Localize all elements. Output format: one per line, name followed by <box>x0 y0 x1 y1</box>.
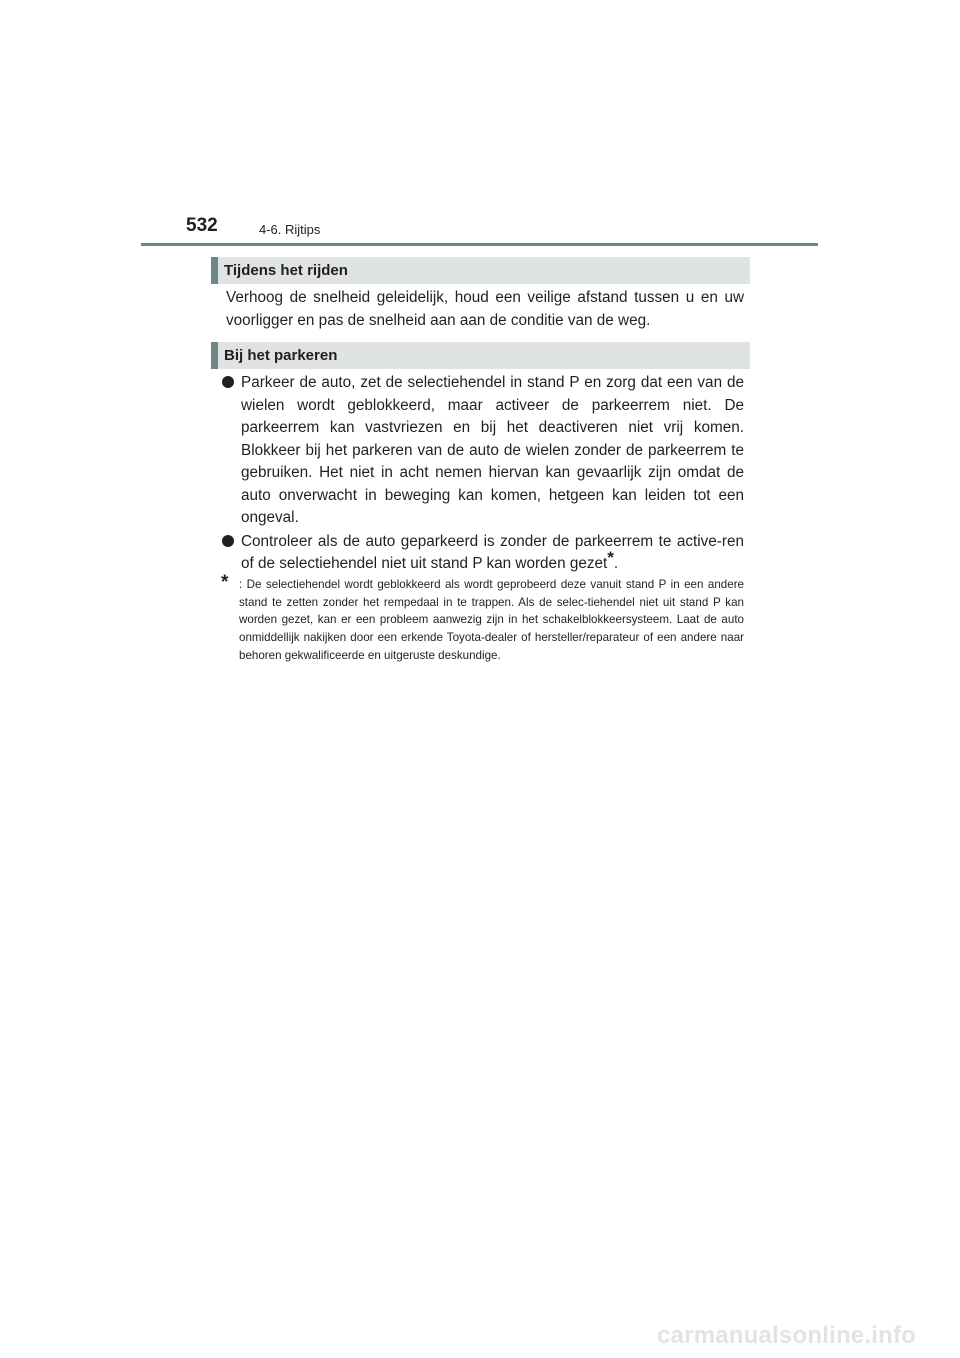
section-title: Bij het parkeren <box>224 347 338 364</box>
section-label: 4-6. Rijtips <box>259 222 321 237</box>
list-item <box>222 372 744 530</box>
footnote-reference: * <box>607 548 614 567</box>
section-heading-driving <box>211 257 750 284</box>
driving-paragraph: Verhoog de snelheid geleidelijk, houd een veilige afstand tussen u en uw voorligger en pas de snelheid aan aan de conditie van de weg. <box>226 289 744 329</box>
footnote-marker: * <box>221 572 229 593</box>
bullet-dot-icon <box>222 535 234 547</box>
section-heading-parking <box>211 342 750 369</box>
footnote-text: : De selectiehendel wordt geblokkeerd als wordt geprobeerd deze vanuit stand P in een andere stand te zetten zonder het rempedaal in te trappen. Als de selec-tiehendel niet uit stand P kan worden gezet, kan er een probleem aanwezig zijn in het schakelblokkeersysteem. Laat de auto onmiddellijk nakijken door een erkende Toyota-dealer of hersteller/reparateur of een andere naar behoren gekwalificeerde en uitgeruste deskundige. <box>239 578 744 662</box>
watermark: carmanualsonline.info <box>657 1322 916 1349</box>
bullet-dot-icon <box>222 376 234 388</box>
parking-bullet-list <box>222 372 744 577</box>
bullet-text: Controleer als de auto geparkeerd is zonder de parkeerrem te active-ren of de selectiehendel niet uit stand P kan worden gezet <box>241 532 744 572</box>
bullet-text: Parkeer de auto, zet de selectiehendel in stand P en zorg dat een van de wielen wordt geblokkeerd, maar activeer de parkeerrem niet. De parkeerrem kan vastvriezen en bij het deactiveren niet vrij komen. Blokkeer bij het parkeren van de auto de wielen zonder de parkeerrem te gebruiken. Het niet in acht nemen hiervan kan gevaarlijk zijn omdat de auto onverwacht in beweging kan komen, hetgeen kan leiden tot een ongeval. <box>241 374 744 526</box>
section-accent <box>211 257 218 284</box>
list-item <box>222 531 744 576</box>
page-number: 532 <box>186 215 218 236</box>
section-title: Tijdens het rijden <box>224 262 348 279</box>
header-rule <box>141 243 818 246</box>
footnote <box>221 572 744 665</box>
bullet-end: . <box>613 555 619 572</box>
section-accent <box>211 342 218 369</box>
